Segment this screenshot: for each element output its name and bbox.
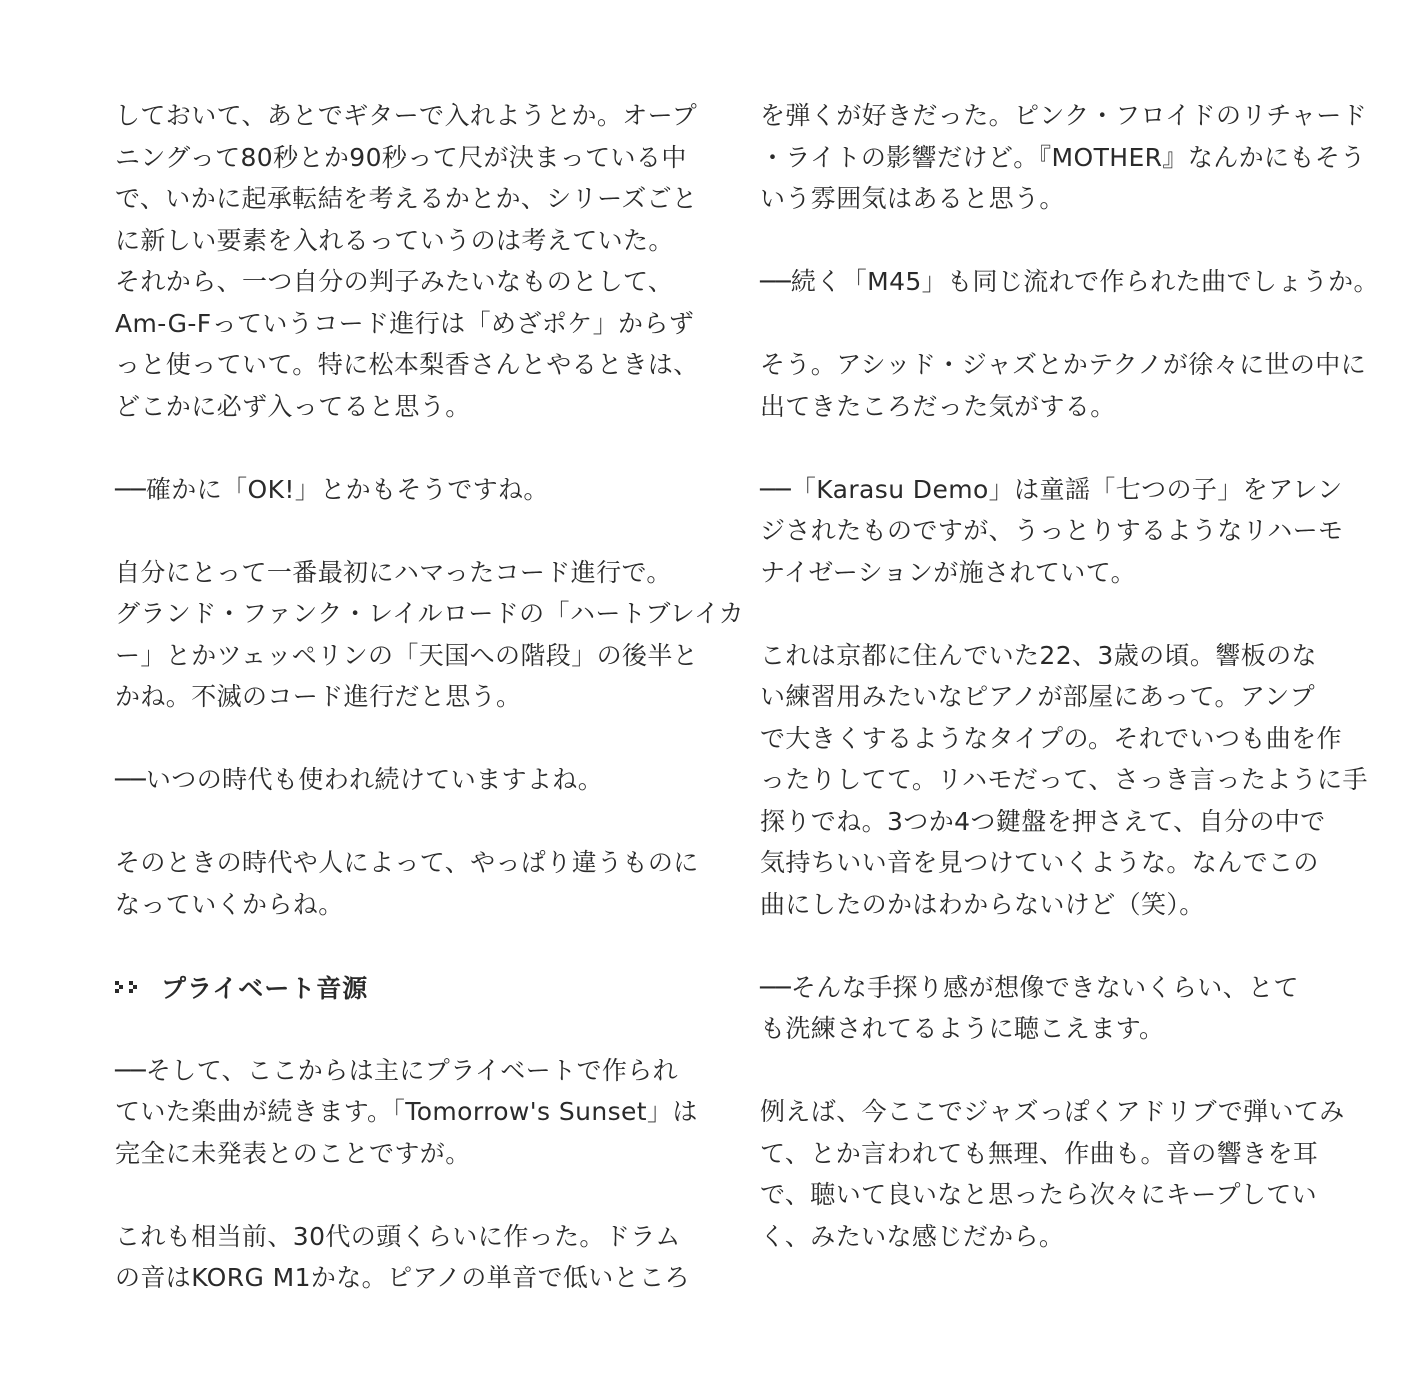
paragraph-gap: [115, 925, 705, 967]
text-line: ──そして、ここからは主にプライベートで作られ: [115, 1055, 679, 1085]
text-line: く、みたいな感じだから。: [760, 1221, 1065, 1251]
paragraph: [115, 552, 745, 718]
text-line: 曲にしたのかはわからないけど（笑）。: [760, 889, 1205, 919]
paragraph-gap: [115, 510, 705, 552]
text-line: っと使っていて。特に松本梨香さんとやるときは、: [115, 350, 699, 379]
interviewer-question: [760, 967, 1350, 1050]
interviewer-question: [760, 469, 1350, 594]
interviewer-question: [115, 1050, 705, 1175]
section-marker-icon: [115, 980, 145, 994]
text-line: て、とか言われても無理、作曲も。音の響きを耳: [760, 1138, 1319, 1168]
paragraph: [760, 344, 1367, 427]
text-line: ナイゼーションが施されていて。: [760, 557, 1137, 587]
text-line: で大きくするようなタイプの。それでいつも曲を作: [760, 723, 1342, 753]
text-line: ニングって80秒とか90秒って尺が決まっている中: [115, 142, 687, 172]
text-line: 探りでね。3つか4つ鍵盤を押さえて、自分の中で: [760, 806, 1326, 836]
text-line: ・ライトの影響だけど。『MOTHER』なんかにもそう: [760, 142, 1366, 172]
text-line: そのときの時代や人によって、やっぱり違うものに: [115, 848, 699, 877]
text-line: 完全に未発表とのことですが。: [115, 1138, 471, 1168]
text-line: 出てきたころだった気がする。: [760, 391, 1116, 421]
text-line: 例えば、今ここでジャズっぽくアドリブで弾いてみ: [760, 1097, 1345, 1126]
interviewer-question: [115, 759, 705, 801]
text-line: これは京都に住んでいた22、3歳の頃。響板のな: [760, 640, 1317, 670]
right-column: [760, 95, 1379, 1257]
interviewer-question: [115, 469, 705, 511]
text-line: を弾くが好きだった。ピンク・フロイドのリチャード: [760, 101, 1368, 130]
text-line: ──確かに「OK!」とかもそうですね。: [115, 474, 549, 504]
text-line: ったりしてて。リハモだって、さっき言ったように手: [760, 765, 1368, 794]
text-line: いう雰囲気はあると思う。: [760, 184, 1065, 213]
text-line: それから、一つ自分の判子みたいなものとして、: [115, 267, 674, 296]
paragraph-gap: [115, 718, 705, 760]
text-line: なっていくからね。: [115, 889, 344, 919]
text-line: これも相当前、30代の頭くらいに作った。ドラム: [115, 1221, 681, 1251]
text-line: ──そんな手探り感が想像できないくらい、とて: [760, 972, 1299, 1002]
interviewer-question: [760, 261, 1379, 303]
section-heading: [115, 967, 705, 1009]
paragraph: [760, 635, 1368, 926]
text-line: ──続く「M45」も同じ流れで作られた曲でしょうか。: [760, 267, 1379, 296]
section-heading-text: プライベート音源: [161, 974, 369, 1004]
text-line: グランド・ファンク・レイルロードの「ハートブレイカ: [115, 599, 745, 628]
text-line: かね。不滅のコード進行だと思う。: [115, 682, 522, 711]
paragraph-gap: [760, 427, 1350, 469]
paragraph: [760, 95, 1368, 220]
text-line: の音はKORG M1かな。ピアノの単音で低いところ: [115, 1263, 690, 1292]
paragraph: [115, 95, 705, 427]
paragraph-gap: [760, 593, 1350, 635]
text-line: ──いつの時代も使われ続けていますよね。: [115, 765, 604, 794]
paragraph: [760, 1091, 1350, 1257]
paragraph-gap: [760, 220, 1350, 262]
paragraph-gap: [115, 1008, 705, 1050]
text-line: ──「Karasu Demo」は童謡「七つの子」をアレン: [760, 474, 1343, 504]
text-line: 自分にとって一番最初にハマったコード進行で。: [115, 557, 672, 587]
paragraph-gap: [760, 303, 1350, 345]
text-line: ー」とかツェッペリンの「天国への階段」の後半と: [115, 640, 699, 670]
left-column: [115, 95, 745, 1299]
text-line: い練習用みたいなピアノが部屋にあって。アンプ: [760, 682, 1316, 711]
paragraph-gap: [115, 1174, 705, 1216]
text-line: ジされたものですが、うっとりするようなリハーモ: [760, 516, 1344, 545]
text-line: そう。アシッド・ジャズとかテクノが徐々に世の中に: [760, 350, 1367, 379]
paragraph-gap: [760, 925, 1350, 967]
paragraph: [115, 1216, 705, 1299]
text-line: で、聴いて良いなと思ったら次々にキープしてい: [760, 1180, 1318, 1209]
text-line: 気持ちいい音を見つけていくような。なんでこの: [760, 848, 1319, 877]
paragraph-gap: [115, 801, 705, 843]
text-line: しておいて、あとでギターで入れようとか。オープ: [115, 101, 698, 130]
paragraph: [115, 842, 705, 925]
paragraph-gap: [115, 427, 705, 469]
paragraph-gap: [760, 1050, 1350, 1092]
text-line: どこかに必ず入ってると思う。: [115, 391, 471, 421]
text-line: に新しい要素を入れるっていうのは考えていた。: [115, 225, 674, 255]
text-line: も洗練されてるように聴こえます。: [760, 1014, 1165, 1043]
text-line: Am-G-Fっていうコード進行は「めざポケ」からず: [115, 308, 695, 338]
text-line: ていた楽曲が続きます。「Tomorrow's Sunset」は: [115, 1097, 698, 1126]
text-line: で、いかに起承転結を考えるかとか、シリーズごと: [115, 184, 698, 213]
